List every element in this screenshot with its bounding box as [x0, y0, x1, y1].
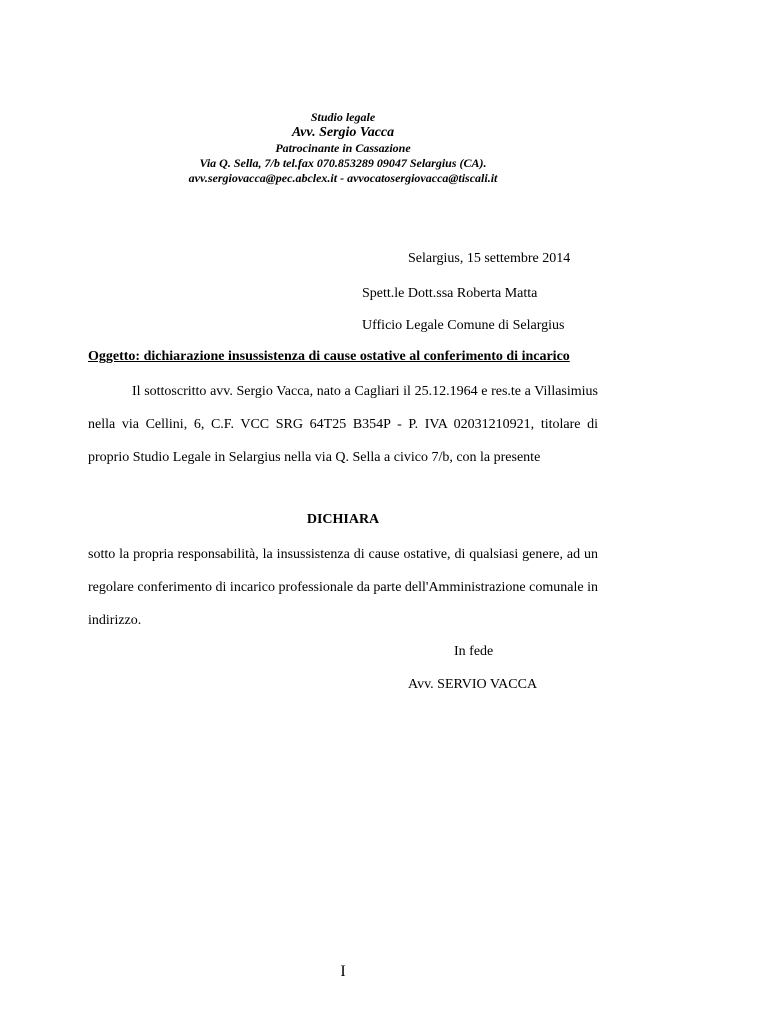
page-number: I [340, 963, 346, 980]
letterhead-emails: avv.sergiovacca@pec.abclex.it - avvocatosergiovacca@tiscali.it [188, 171, 498, 185]
addressee-office: Ufficio Legale Comune di Selargius [362, 318, 565, 333]
date-line: Selargius, 15 settembre 2014 [408, 251, 571, 266]
letterhead-title: Patrocinante in Cassazione [275, 141, 411, 155]
body-paragraph-intro [88, 375, 598, 474]
signature-name: Avv. SERVIO VACCA [408, 677, 538, 692]
letterhead-address: Via Q. Sella, 7/b tel.fax 070.853289 09047 Selargius (CA). [199, 156, 487, 170]
body-paragraph-declaration [88, 538, 598, 637]
letterhead-studio: Studio legale [310, 110, 376, 124]
declaration-text: sotto la propria responsabilità, la insussistenza di cause ostative, di qualsiasi genere, ad un regolare conferimento di incarico professionale da parte dell'Amministrazione comunale in indirizzo. [88, 547, 598, 628]
subject-line: Oggetto: dichiarazione insussistenza di cause ostative al conferimento di incarico [88, 349, 570, 364]
letterhead [0, 110, 686, 186]
intro-text: Il sottoscritto avv. Sergio Vacca, nato a Cagliari il 25.12.1964 e res.te a Villasimius nella via Cellini, 6, C.F. VCC SRG 64T25 B354P - P. IVA 02031210921, titolare di proprio Studio Legale in Selargius nella via Q. Sella a civico 7/b, con la presente [88, 384, 598, 465]
declaration-heading: DICHIARA [306, 512, 380, 527]
closing-in-fede: In fede [454, 644, 494, 659]
addressee-name: Spett.le Dott.ssa Roberta Matta [362, 286, 538, 301]
letterhead-name: Avv. Sergio Vacca [291, 125, 395, 140]
